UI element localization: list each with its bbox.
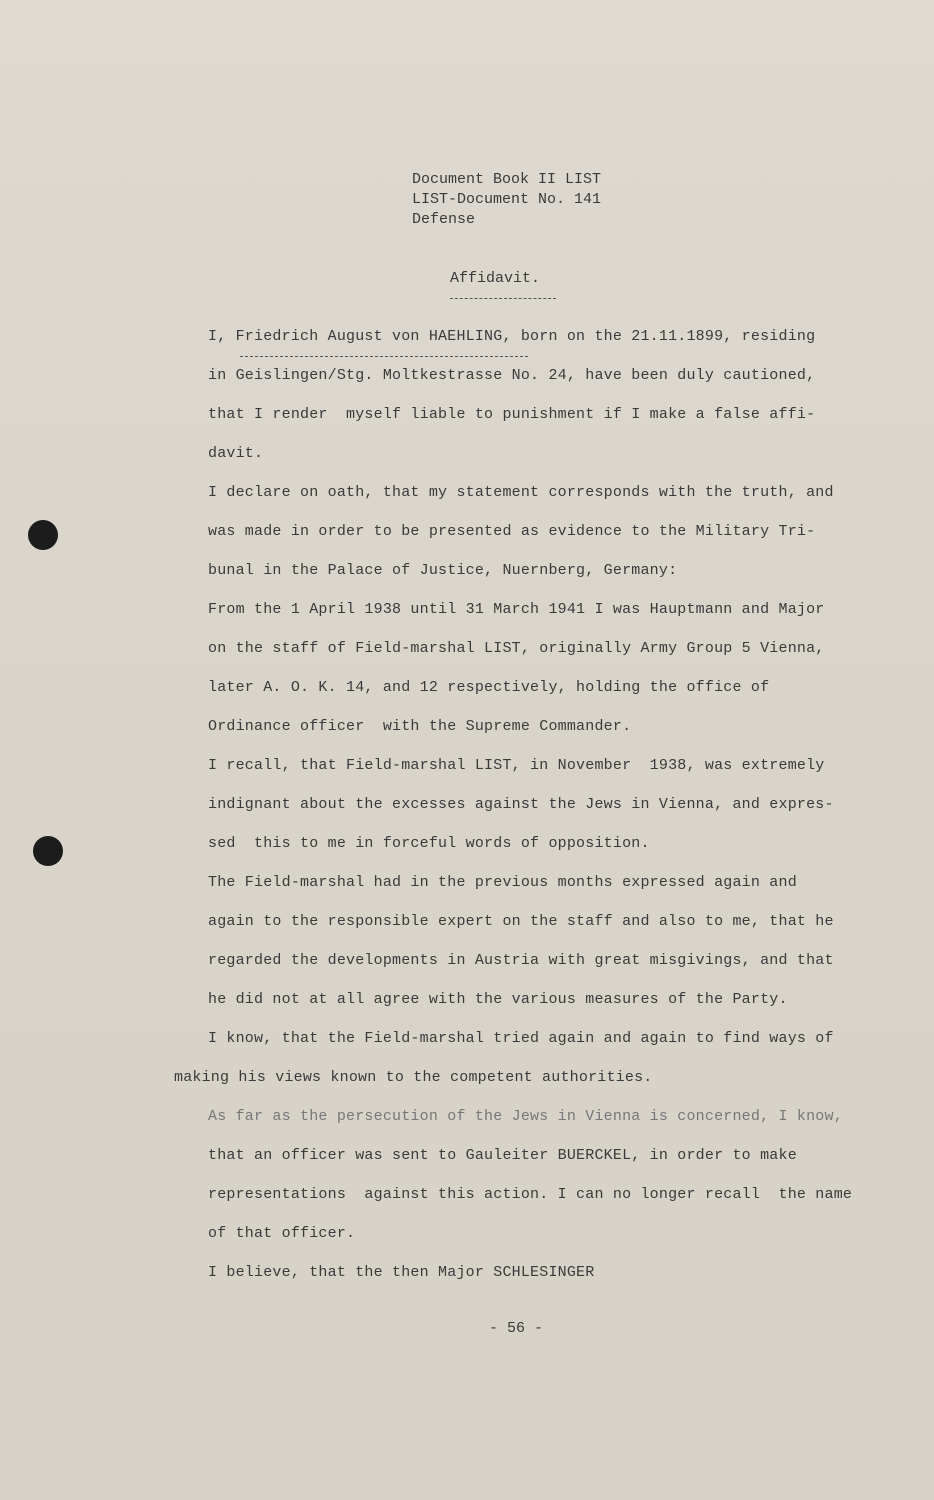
body-line: Ordinance officer with the Supreme Commander.: [208, 718, 632, 735]
header-line-book: Document Book II LIST: [412, 171, 602, 188]
body-line: representations against this action. I can no longer recall the name: [208, 1186, 853, 1203]
body-line: on the staff of Field-marshal LIST, originally Army Group 5 Vienna,: [208, 640, 825, 657]
page-number: - 56 -: [489, 1320, 544, 1337]
title-underline: [450, 298, 556, 299]
body-line: he did not at all agree with the various measures of the Party.: [208, 991, 788, 1008]
body-line: later A. O. K. 14, and 12 respectively, holding the office of: [208, 679, 770, 696]
header-line-defense: Defense: [412, 211, 476, 228]
body-line: that I render myself liable to punishment if I make a false affi-: [208, 406, 816, 423]
body-line: was made in order to be presented as evidence to the Military Tri-: [208, 523, 816, 540]
name-underline: [240, 356, 528, 357]
body-line: I recall, that Field-marshal LIST, in November 1938, was extremely: [208, 757, 825, 774]
body-line: indignant about the excesses against the Jews in Vienna, and expres-: [208, 796, 834, 813]
header-line-document-number: LIST-Document No. 141: [412, 191, 602, 208]
body-line: regarded the developments in Austria with great misgivings, and that: [208, 952, 834, 969]
affidavit-title: Affidavit.: [450, 270, 541, 287]
body-line: again to the responsible expert on the staff and also to me, that he: [208, 913, 834, 930]
body-line: I believe, that the then Major SCHLESINGER: [208, 1264, 595, 1281]
body-line: bunal in the Palace of Justice, Nuernberg, Germany:: [208, 562, 678, 579]
body-line: I know, that the Field-marshal tried again and again to find ways of: [208, 1030, 834, 1047]
body-line: From the 1 April 1938 until 31 March 1941 I was Hauptmann and Major: [208, 601, 825, 618]
body-line: that an officer was sent to Gauleiter BUERCKEL, in order to make: [208, 1147, 797, 1164]
body-line: The Field-marshal had in the previous months expressed again and: [208, 874, 797, 891]
body-line: I, Friedrich August von HAEHLING, born on the 21.11.1899, residing: [208, 328, 816, 345]
body-line: I declare on oath, that my statement corresponds with the truth, and: [208, 484, 834, 501]
body-line: in Geislingen/Stg. Moltkestrasse No. 24, have been duly cautioned,: [208, 367, 816, 384]
body-line: sed this to me in forceful words of opposition.: [208, 835, 650, 852]
body-line: making his views known to the competent authorities.: [174, 1069, 653, 1086]
punch-hole-icon: [33, 836, 63, 866]
body-line: davit.: [208, 445, 264, 462]
document-header: [412, 170, 601, 230]
punch-hole-icon: [28, 520, 58, 550]
body-line: of that officer.: [208, 1225, 356, 1242]
body-line: As far as the persecution of the Jews in Vienna is concerned, I know,: [208, 1108, 843, 1125]
